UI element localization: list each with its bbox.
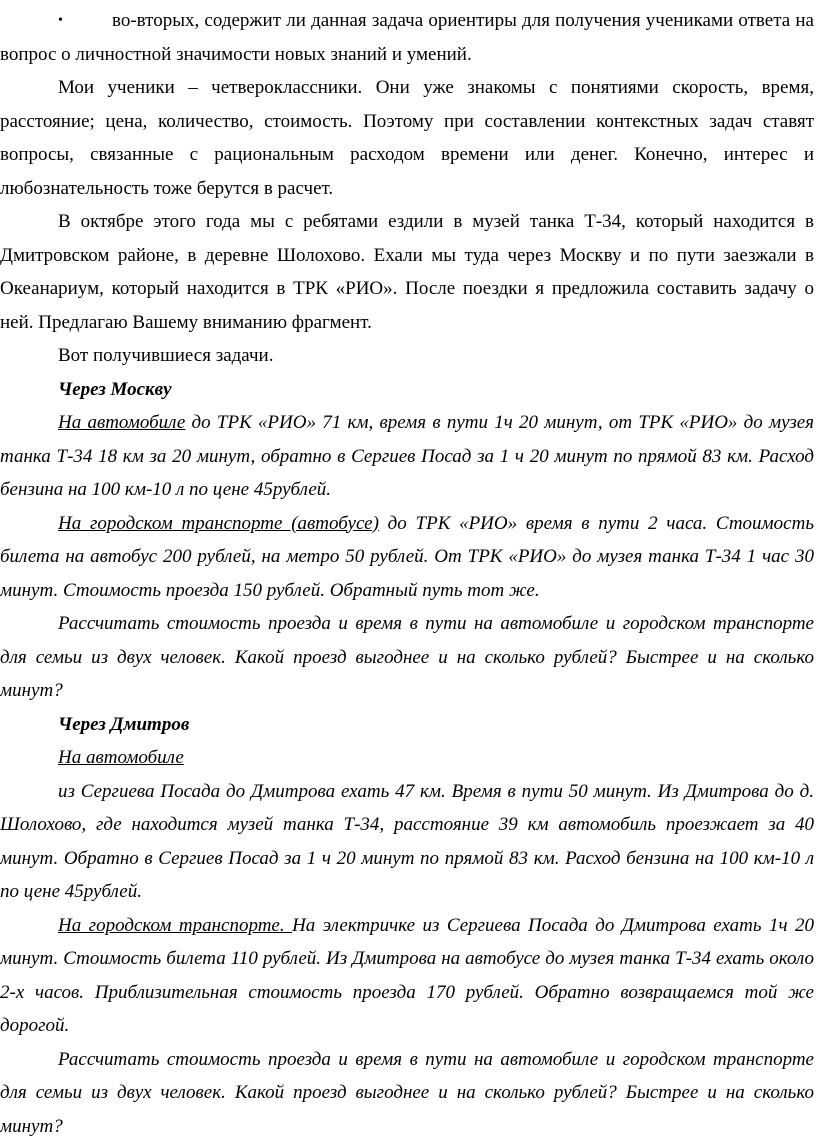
moscow-question: Рассчитать стоимость проезда и время в пути на автомобиле и городском транспорте для семьи из двух человек. Какой проезд выгоднее и на сколько рублей? Быстрее и на сколько минут? — [0, 607, 814, 708]
dmitrov-car-label: На автомобиле — [0, 741, 814, 775]
dmitrov-transport-label: На городском транспорте. — [58, 915, 292, 936]
moscow-car-paragraph — [0, 406, 814, 507]
moscow-car-text: до ТРК «РИО» 71 км, время в пути 1ч 20 минут, от ТРК «РИО» до музея танка Т-34 18 км за 20 минут, обратно в Сергиев Посад за 1 ч 20 минут по прямой 83 км. Расход бензина на 100 км-10 л по цене 45рублей. — [0, 412, 814, 500]
paragraph-tasks: Вот получившиеся задачи. — [0, 339, 814, 373]
dmitrov-question: Рассчитать стоимость проезда и время в пути на автомобиле и городском транспорте для семьи из двух человек. Какой проезд выгоднее и на сколько рублей? Быстрее и на сколько минут? — [0, 1043, 814, 1143]
moscow-transport-text: до ТРК «РИО» время в пути 2 часа. Стоимость билета на автобус 200 рублей, на метро 50 рублей. От ТРК «РИО» до музея танка Т-34 1 час 30 минут. Стоимость проезда 150 рублей. Обратный путь тот же. — [0, 513, 814, 601]
heading-moscow: Через Москву — [0, 373, 814, 407]
paragraph-october: В октябре этого года мы с ребятами ездили в музей танка Т-34, который находится в Дмитровском районе, в деревне Шолохово. Ехали мы туда через Москву и по пути заезжали в Океанариум, который находится в ТРК «РИО». После поездки я предложила составить задачу о ней. Предлагаю Вашему вниманию фрагмент. — [0, 205, 814, 339]
bullet-icon: • — [58, 4, 63, 38]
bullet-text: во-вторых, содержит ли данная задача ориентиры для получения учениками ответа на вопрос о личностной значимости новых знаний и умений. — [0, 10, 814, 65]
moscow-transport-paragraph — [0, 507, 814, 608]
dmitrov-transport-paragraph — [0, 909, 814, 1043]
moscow-car-label: На автомобиле — [58, 412, 185, 433]
dmitrov-transport-text: На электричке из Сергиева Посада до Дмитрова ехать 1ч 20 минут. Стоимость билета 110 рублей. Из Дмитрова на автобусе до музея танка Т-34 ехать около 2-х часов. Приблизительная стоимость проезда 170 рублей. Обратно возвращаемся той же дорогой. — [0, 915, 814, 1037]
bullet-paragraph — [0, 4, 814, 71]
heading-dmitrov: Через Дмитров — [0, 708, 814, 742]
dmitrov-car-text: из Сергиева Посада до Дмитрова ехать 47 км. Время в пути 50 минут. Из Дмитрова до д. Шолохово, где находится музей танка Т-34, расстояние 39 км автомобиль проезжает за 40 минут. Обратно в Сергиев Посад за 1 ч 20 минут по прямой 83 км. Расход бензина на 100 км-10 л по цене 45рублей. — [0, 775, 814, 909]
paragraph-students: Мои ученики – четвероклассники. Они уже знакомы с понятиями скорость, время, расстояние; цена, количество, стоимость. Поэтому при составлении контекстных задач ставят вопросы, связанные с рациональным расходом времени или денег. Конечно, интерес и любознательность тоже берутся в расчет. — [0, 71, 814, 205]
moscow-transport-label: На городском транспорте (автобусе) — [58, 513, 379, 534]
